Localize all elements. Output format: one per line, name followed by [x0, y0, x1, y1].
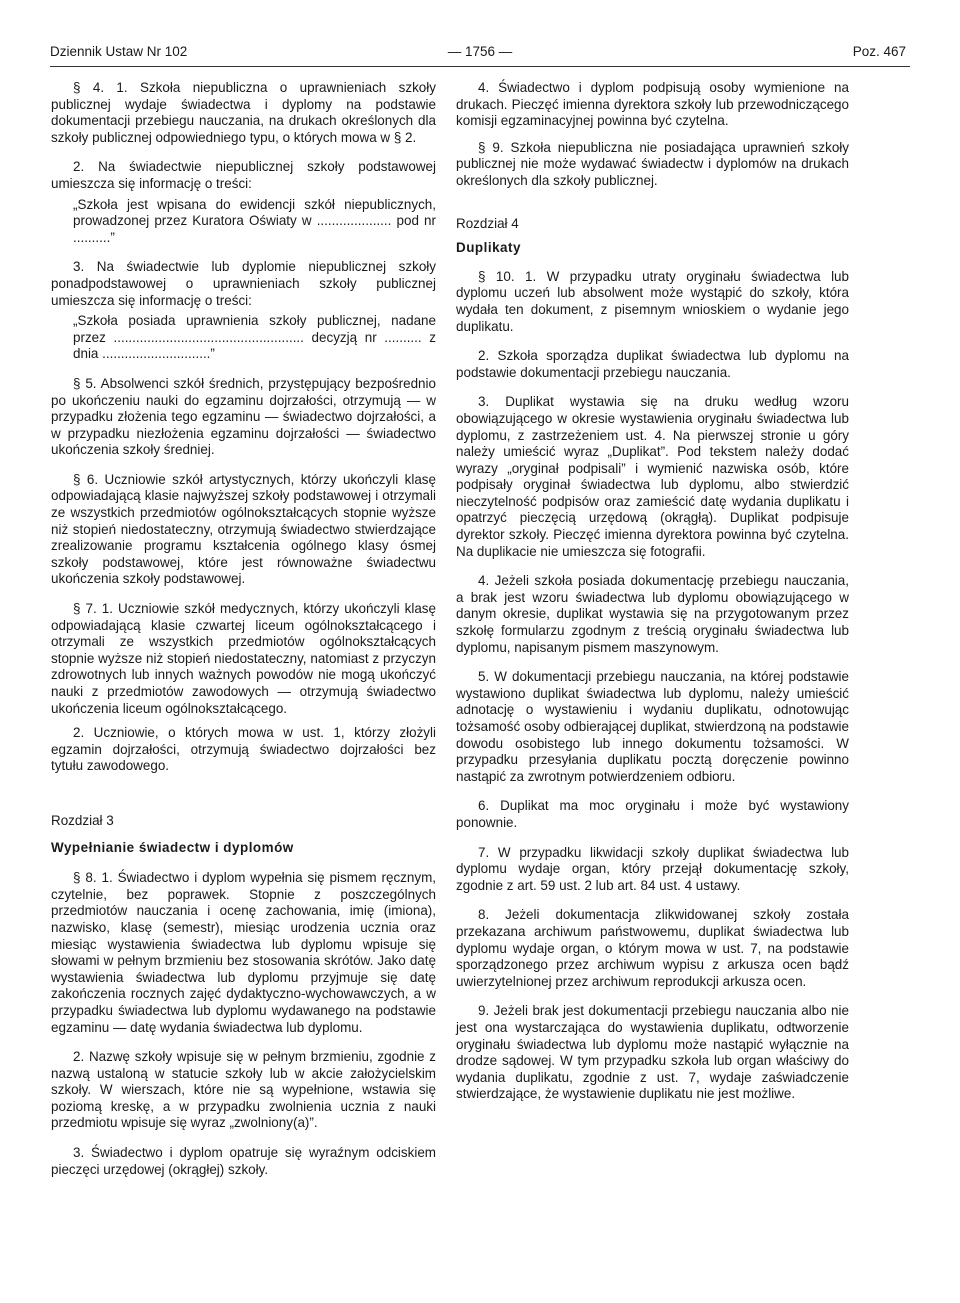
- paragraph-7-1: § 7. 1. Uczniowie szkół medycznych, którzy ukończyli klasę odpowiadającą klasie czwartej liceum ogólnokształcącego i otrzymali ze wszystkich przedmiotów ogólnokształcących stopnie wyższe niż stopień niedostateczny, natomiast z przyczyn zdrowotnych lub innych ważnych powodów nie mogą ukończyć nauki z przedmiotów zawodowych — otrzymują świadectwo ukończenia liceum ogólnokształcącego.: [51, 601, 436, 716]
- paragraph-10-8: 8. Jeżeli dokumentacja zlikwidowanej szkoły została przekazana archiwum państwowemu, duplikat świadectwa lub dyplomu wydaje organ, o którym mowa w ust. 7, na podstawie sporządzonego przez archiwum wypisu z arkusza ocen bądź uwierzytelnionej przez archiwum reprodukcji arkusza ocen.: [456, 907, 849, 989]
- left-column: [51, 80, 436, 1191]
- paragraph-4-2: 2. Na świadectwie niepublicznej szkoły podstawowej umieszcza się informację o treści:: [51, 159, 436, 191]
- paragraph-10-9: 9. Jeżeli brak jest dokumentacji przebiegu nauczania albo nie jest ona wystarczająca do wystawienia duplikatu, odtworzenie oryginału świadectwa lub dyplomu może nastąpić wyłącznie na drodze sądowej. W tym przypadku szkoła lub organ właściwy do wydania duplikatu, zgodnie z ust. 7, wydaje zaświadczenie stwierdzające, że wystawienie duplikatu nie jest możliwe.: [456, 1003, 849, 1102]
- position-number: Poz. 467: [852, 44, 906, 59]
- paragraph-10-2: 2. Szkoła sporządza duplikat świadectwa lub dyplomu na podstawie dokumentacji przebiegu nauczania.: [456, 348, 849, 380]
- paragraph-10-5: 5. W dokumentacji przebiegu nauczania, na której podstawie wystawiono duplikat świadectwa lub dyplomu, należy umieścić adnotację o wystawieniu i wydaniu duplikatu, odnotowując tożsamość osoby odbierającej duplikat, stwierdzoną na podstawie dowodu osobistego lub innego dokumentu tożsamości. W przypadku przesyłania duplikatu pocztą doręczenie powinno nastąpić za zwrotnym potwierdzeniem odbioru.: [456, 669, 849, 784]
- right-column: [456, 80, 849, 1116]
- paragraph-7-2: 2. Uczniowie, o których mowa w ust. 1, którzy złożyli egzamin dojrzałości, otrzymują świadectwo dojrzałości bez tytułu zawodowego.: [51, 725, 436, 774]
- paragraph-10-7: 7. W przypadku likwidacji szkoły duplikat świadectwa lub dyplomu wydaje organ, który przejął dokumentację szkoły, zgodnie z art. 59 ust. 2 lub art. 84 ust. 4 ustawy.: [456, 844, 849, 893]
- paragraph-5: § 5. Absolwenci szkół średnich, przystępujący bezpośrednio po ukończeniu nauki do egzaminu dojrzałości, otrzymują — w przypadku złożenia tego egzaminu — świadectwo dojrzałości, a w przypadku niezłożenia egzaminu dojrzałości — świadectwo ukończenia szkoły średniej.: [51, 375, 436, 458]
- chapter-4-label: Rozdział 4: [456, 215, 519, 231]
- paragraph-9: § 9. Szkoła niepubliczna nie posiadająca uprawnień szkoły publicznej nie może wydawać świadectw i dyplomów na drukach określonych dla szkoły publicznej.: [456, 139, 849, 188]
- paragraph-10-4: 4. Jeżeli szkoła posiada dokumentację przebiegu nauczania, a brak jest wzoru świadectwa lub dyplomu obowiązującego w danym okresie, duplikat wystawia się na przygotowanym przez szkołę formularzu zgodnym z treścią oryginału świadectwa lub dyplomu, napisanym pismem maszynowym.: [456, 573, 849, 655]
- paragraph-8-4: 4. Świadectwo i dyplom podpisują osoby wymienione na drukach. Pieczęć imienna dyrektora szkoły lub przewodniczącego komisji egzaminacyjnej powinna być czytelna.: [456, 80, 849, 129]
- paragraph-4-1: § 4. 1. Szkoła niepubliczna o uprawnieniach szkoły publicznej wydaje świadectwa i dyplomy na podstawie dokumentacji przebiegu nauczania, na drukach określonych dla szkoły publicznej odpowiedniego typu, o których mowa w § 2.: [51, 80, 436, 145]
- paragraph-10-1: § 10. 1. W przypadku utraty oryginału świadectwa lub dyplomu uczeń lub absolwent może wystąpić do szkoły, która wydała ten dokument, z pisemnym wnioskiem o wydanie jego duplikatu.: [456, 268, 849, 334]
- chapter-3-label: Rozdział 3: [51, 812, 114, 828]
- paragraph-10-6: 6. Duplikat ma moc oryginału i może być wystawiony ponownie.: [456, 798, 849, 830]
- paragraph-10-3: 3. Duplikat wystawia się na druku według wzoru obowiązującego w okresie wystawienia oryginału świadectwa lub dyplomu, z zastrzeżeniem ust. 4. Na pierwszej stronie u góry należy umieścić wyraz „Duplikat”. Pod tekstem należy dodać wyrazy „oryginał podpisali” i wymienić nazwiska osób, które podpisały oryginał świadectwa lub dyplomu, albo stwierdzić nieczytelność podpisów oraz zamieścić datę wydania duplikatu i opatrzyć pieczęcią urzędową (okrągłą). Duplikat podpisuje dyrektor szkoły. Pieczęć imienna dyrektora powinna być czytelna. Na duplikacie nie umieszcza się fotografii.: [456, 394, 849, 559]
- paragraph-8-2: 2. Nazwę szkoły wpisuje się w pełnym brzmieniu, zgodnie z nazwą ustaloną w statucie szkoły lub w akcie założycielskim szkoły. W wierszach, które nie są wypełnione, wstawia się poziomą kreskę, a w przypadku zwolnienia ucznia z nauki przedmiotu wpisuje się wyraz „zwolniony(a)”.: [51, 1049, 436, 1131]
- journal-title: Dziennik Ustaw Nr 102: [50, 44, 188, 59]
- quote-4-2: „Szkoła jest wpisana do ewidencji szkół niepublicznych, prowadzonej przez Kuratora Oświaty w .................... pod nr ..........”: [73, 196, 436, 245]
- chapter-3-title: Wypełnianie świadectw i dyplomów: [51, 839, 294, 855]
- paragraph-6: § 6. Uczniowie szkół artystycznych, którzy ukończyli klasę odpowiadającą klasie najwyższej szkoły podstawowej i otrzymali ze wszystkich przedmiotów ogólnokształcących stopnie wyższe niż stopień niedostateczny, otrzymują świadectwo stwierdzające zrealizowanie programu kształcenia ogólnego klasy ósmej szkoły podstawowej, które jest równoważne świadectwu ukończenia szkoły podstawowej.: [51, 471, 436, 587]
- paragraph-4-3: 3. Na świadectwie lub dyplomie niepublicznej szkoły ponadpodstawowej o uprawnieniach szkoły publicznej umieszcza się informację o treści:: [51, 259, 436, 308]
- paragraph-8-1: § 8. 1. Świadectwo i dyplom wypełnia się pismem ręcznym, czytelnie, bez poprawek. Stopnie z poszczególnych przedmiotów nauczania i ocenę zachowania, imię (imiona), nazwisko, klasę (semestr), miesiąc urodzenia ucznia oraz miesiąc wystawienia świadectwa lub dyplomu wpisuje się słowami w pełnym brzmieniu bez stosowania skrótów. Jako datę wystawienia świadectwa lub dyplomu przyjmuje się datę zakończenia rocznych zajęć dydaktyczno-wychowawczych, a w przypadku świadectwa lub dyplomu wydawanego na podstawie egzaminu — datę wydania świadectwa lub dyplomu.: [51, 870, 436, 1035]
- chapter-4-title: Duplikaty: [456, 240, 521, 256]
- page-header: [50, 44, 910, 66]
- quote-4-3: „Szkoła posiada uprawnienia szkoły publicznej, nadane przez ................................................... decyzją nr .......... z dnia .............................”: [73, 313, 436, 362]
- paragraph-8-3: 3. Świadectwo i dyplom opatruje się wyraźnym odciskiem pieczęci urzędowej (okrągłej) szkoły.: [51, 1145, 436, 1177]
- header-rule: [50, 66, 910, 67]
- page-number: — 1756 —: [447, 44, 513, 59]
